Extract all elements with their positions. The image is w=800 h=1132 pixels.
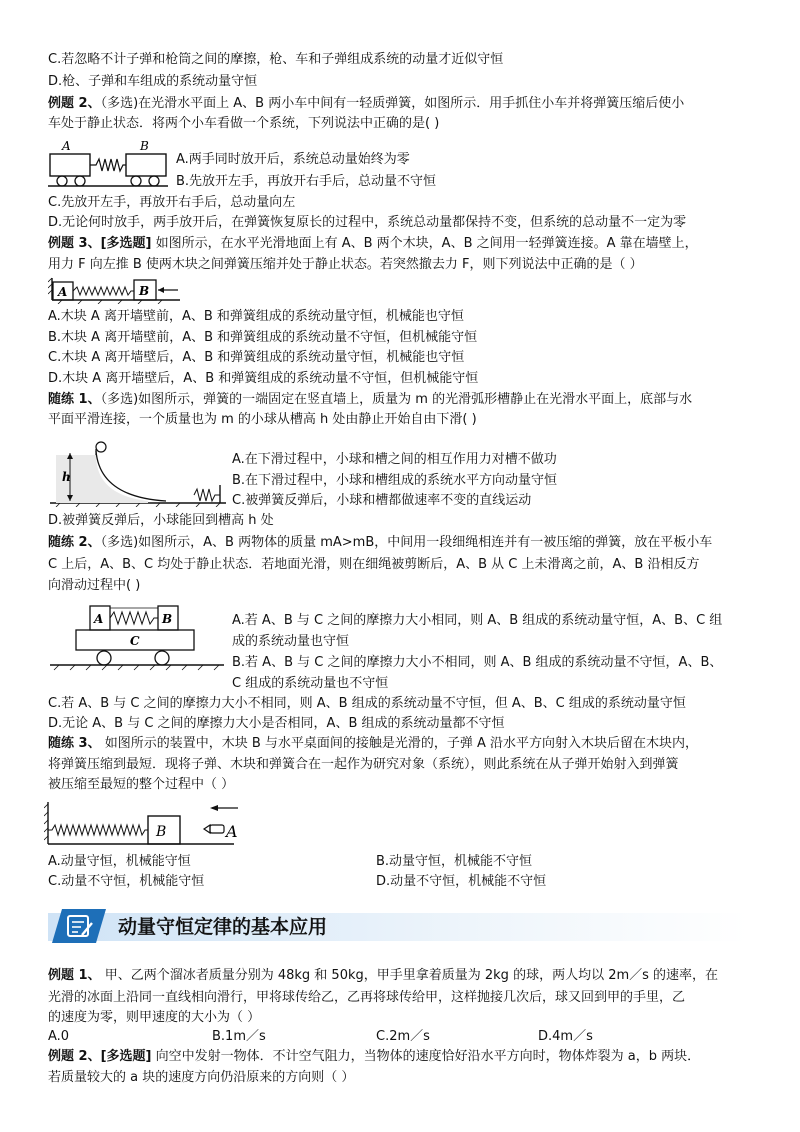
option-c: C.木块 A 离开墙壁后，A、B 和弹簧组成的系统动量守恒，机械能也守恒 [48, 350, 465, 365]
question-text-cont: 的速度为零，则甲速度的大小为（ ） [48, 1010, 261, 1025]
example-label: 例题 2、[多选题] [48, 1049, 152, 1064]
practice-label: 随练 2、 [48, 535, 101, 550]
figure-label-a: A [62, 139, 71, 153]
example-2-question [48, 94, 684, 114]
example-3-question [48, 234, 698, 254]
option-d: D.木块 A 离开墙壁后，A、B 和弹簧组成的系统动量不守恒，但机械能守恒 [48, 371, 479, 386]
option-b: B.动量守恒，机械能不守恒 [376, 854, 533, 869]
figure-wall-spring [48, 276, 183, 304]
figure-cart-c [48, 600, 226, 672]
question-text: 向空中发射一物体．不计空气阻力，当物体的速度恰好沿水平方向时，物体炸裂为 a，b 两块． [151, 1049, 701, 1064]
option-d: D.无论何时放手，两手放开后，在弹簧恢复原长的过程中，系统总动量都保持不变，但系统的总动量不一定为零 [48, 215, 687, 230]
option-a: A.动量守恒，机械能守恒 [48, 854, 191, 869]
option-a: A.两手同时放开后，系统总动量始终为零 [176, 152, 410, 167]
question-text-cont: C 上后，A、B、C 均处于静止状态．若地面光滑，则在细绳被剪断后，A、B 从 C 上未滑离之前，A、B 沿相反方 [48, 557, 700, 572]
option-d: D.动量不守恒，机械能不守恒 [376, 874, 547, 889]
option-c-text: C.若忽略不计子弹和枪筒之间的摩擦，枪、车和子弹组成系统的动量才近似守恒 [48, 52, 504, 67]
option-b: B.1m／s [212, 1029, 266, 1044]
practice-1-question [48, 390, 692, 410]
question-text-cont: 光滑的冰面上沿同一直线相向滑行，甲将球传给乙，乙再将球传给甲，这样抛接几次后，球又回到甲的手里，乙 [48, 990, 686, 1005]
option-d: D.被弹簧反弹后，小球能回到槽高 h 处 [48, 513, 274, 528]
option-c: C.被弹簧反弹后，小球和槽都做速率不变的直线运动 [232, 493, 532, 508]
example-1-question [48, 966, 718, 986]
question-text: 如图所示的装置中，木块 B 与水平桌面间的接触是光滑的，子弹 A 沿水平方向射入木块后留在木块内， [100, 736, 699, 751]
option-d: D.4m／s [538, 1029, 593, 1044]
option-c: C.先放开左手，再放开右手后，总动量向左 [48, 195, 296, 210]
question-text: （多选)在光滑水平面上 A、B 两小车中间有一轻质弹簧，如图所示．用手抓住小车并将弹簧压缩后使小 [100, 96, 685, 111]
figure-label-b: B [156, 824, 167, 840]
question-text: （多选)如图所示，弹簧的一端固定在竖直墙上，质量为 m 的光滑弧形槽静止在光滑水平面上，底部与水 [100, 392, 693, 407]
option-b: B.在下滑过程中，小球和槽组成的系统水平方向动量守恒 [232, 473, 558, 488]
option-a-cont: 成的系统动量也守恒 [232, 634, 350, 649]
practice-2-question [48, 533, 712, 553]
question-text-cont: 车处于静止状态．将两个小车看做一个系统，下列说法中正确的是( ) [48, 116, 440, 131]
figure-label-b: B [140, 139, 149, 153]
practice-label: 随练 3、 [48, 736, 101, 751]
example-label: 例题 3、[多选题] [48, 236, 152, 251]
question-text-cont: 平面平滑连接，一个质量也为 m 的小球从槽高 h 处由静止开始自由下滑( ) [48, 412, 477, 427]
option-b: B.木块 A 离开墙壁前，A、B 和弹簧组成的系统动量不守恒，但机械能守恒 [48, 330, 478, 345]
option-b: B.先放开左手，再放开右手后，总动量不守恒 [176, 174, 437, 189]
figure-label-c: C [130, 634, 140, 648]
question-text-cont: 向滑动过程中( ) [48, 578, 141, 593]
figure-label-a: A [94, 612, 104, 626]
question-text: 如图所示，在水平光滑地面上有 A、B 两个木块，A、B 之间用一轻弹簧连接。A 靠在墙壁上， [151, 236, 698, 251]
figure-label-h: h [62, 470, 71, 484]
option-c: C.动量不守恒，机械能守恒 [48, 874, 205, 889]
figure-label-a: A [58, 285, 68, 299]
figure-two-carts [48, 138, 168, 190]
option-a: A.在下滑过程中，小球和槽之间的相互作用力对槽不做功 [232, 452, 557, 467]
option-a: A.0 [48, 1029, 70, 1044]
example-label: 例题 1、 [48, 968, 101, 983]
option-a: A.若 A、B 与 C 之间的摩擦力大小相同，则 A、B 组成的系统动量守恒，A、B、C 组 [232, 613, 723, 628]
figure-label-a: A [226, 822, 238, 841]
option-b: B.若 A、B 与 C 之间的摩擦力大小不相同，则 A、B 组成的系统动量不守恒，A、B、 [232, 655, 723, 670]
figure-bullet-block [44, 798, 244, 848]
section-title: 动量守恒定律的基本应用 [118, 916, 328, 938]
question-text: （多选)如图所示，A、B 两物体的质量 mA>mB，中间用一段细绳相连并有一被压缩的弹簧，放在平板小车 [100, 535, 713, 550]
question-text-cont: 用力 F 向左推 B 使两木块之间弹簧压缩并处于静止状态。若突然撤去力 F，则下列说法中正确的是（ ） [48, 257, 643, 272]
question-text-cont: 被压缩至最短的整个过程中（ ） [48, 777, 235, 792]
example-label: 例题 2、 [48, 96, 101, 111]
option-b-cont: C 组成的系统动量也不守恒 [232, 676, 389, 691]
example-2b-question [48, 1047, 700, 1067]
figure-label-b: B [139, 284, 150, 298]
option-d-text: D.枪、子弹和车组成的系统动量守恒 [48, 74, 258, 89]
question-text-cont: 若质量较大的 a 块的速度方向仍沿原来的方向则（ ） [48, 1070, 355, 1085]
figure-curved-slope [48, 437, 228, 507]
question-text-cont: 将弹簧压缩到最短．现将子弹、木块和弹簧合在一起作为研究对象（系统），则此系统在从子弹开始射入到弹簧 [48, 757, 679, 772]
practice-label: 随练 1、 [48, 392, 101, 407]
option-c: C.2m／s [376, 1029, 430, 1044]
question-text: 甲、乙两个溜冰者质量分别为 48kg 和 50kg，甲手里拿着质量为 2kg 的球，两人均以 2m／s 的速率，在 [100, 968, 719, 983]
option-a: A.木块 A 离开墙壁前，A、B 和弹簧组成的系统动量守恒，机械能也守恒 [48, 309, 464, 324]
option-d: D.无论 A、B 与 C 之间的摩擦力大小是否相同，A、B 组成的系统动量都不守恒 [48, 716, 505, 731]
option-c: C.若 A、B 与 C 之间的摩擦力大小不相同，则 A、B 组成的系统动量不守恒，但 A、B、C 组成的系统动量守恒 [48, 696, 686, 711]
practice-3-question [48, 734, 698, 754]
figure-label-b: B [162, 612, 173, 626]
